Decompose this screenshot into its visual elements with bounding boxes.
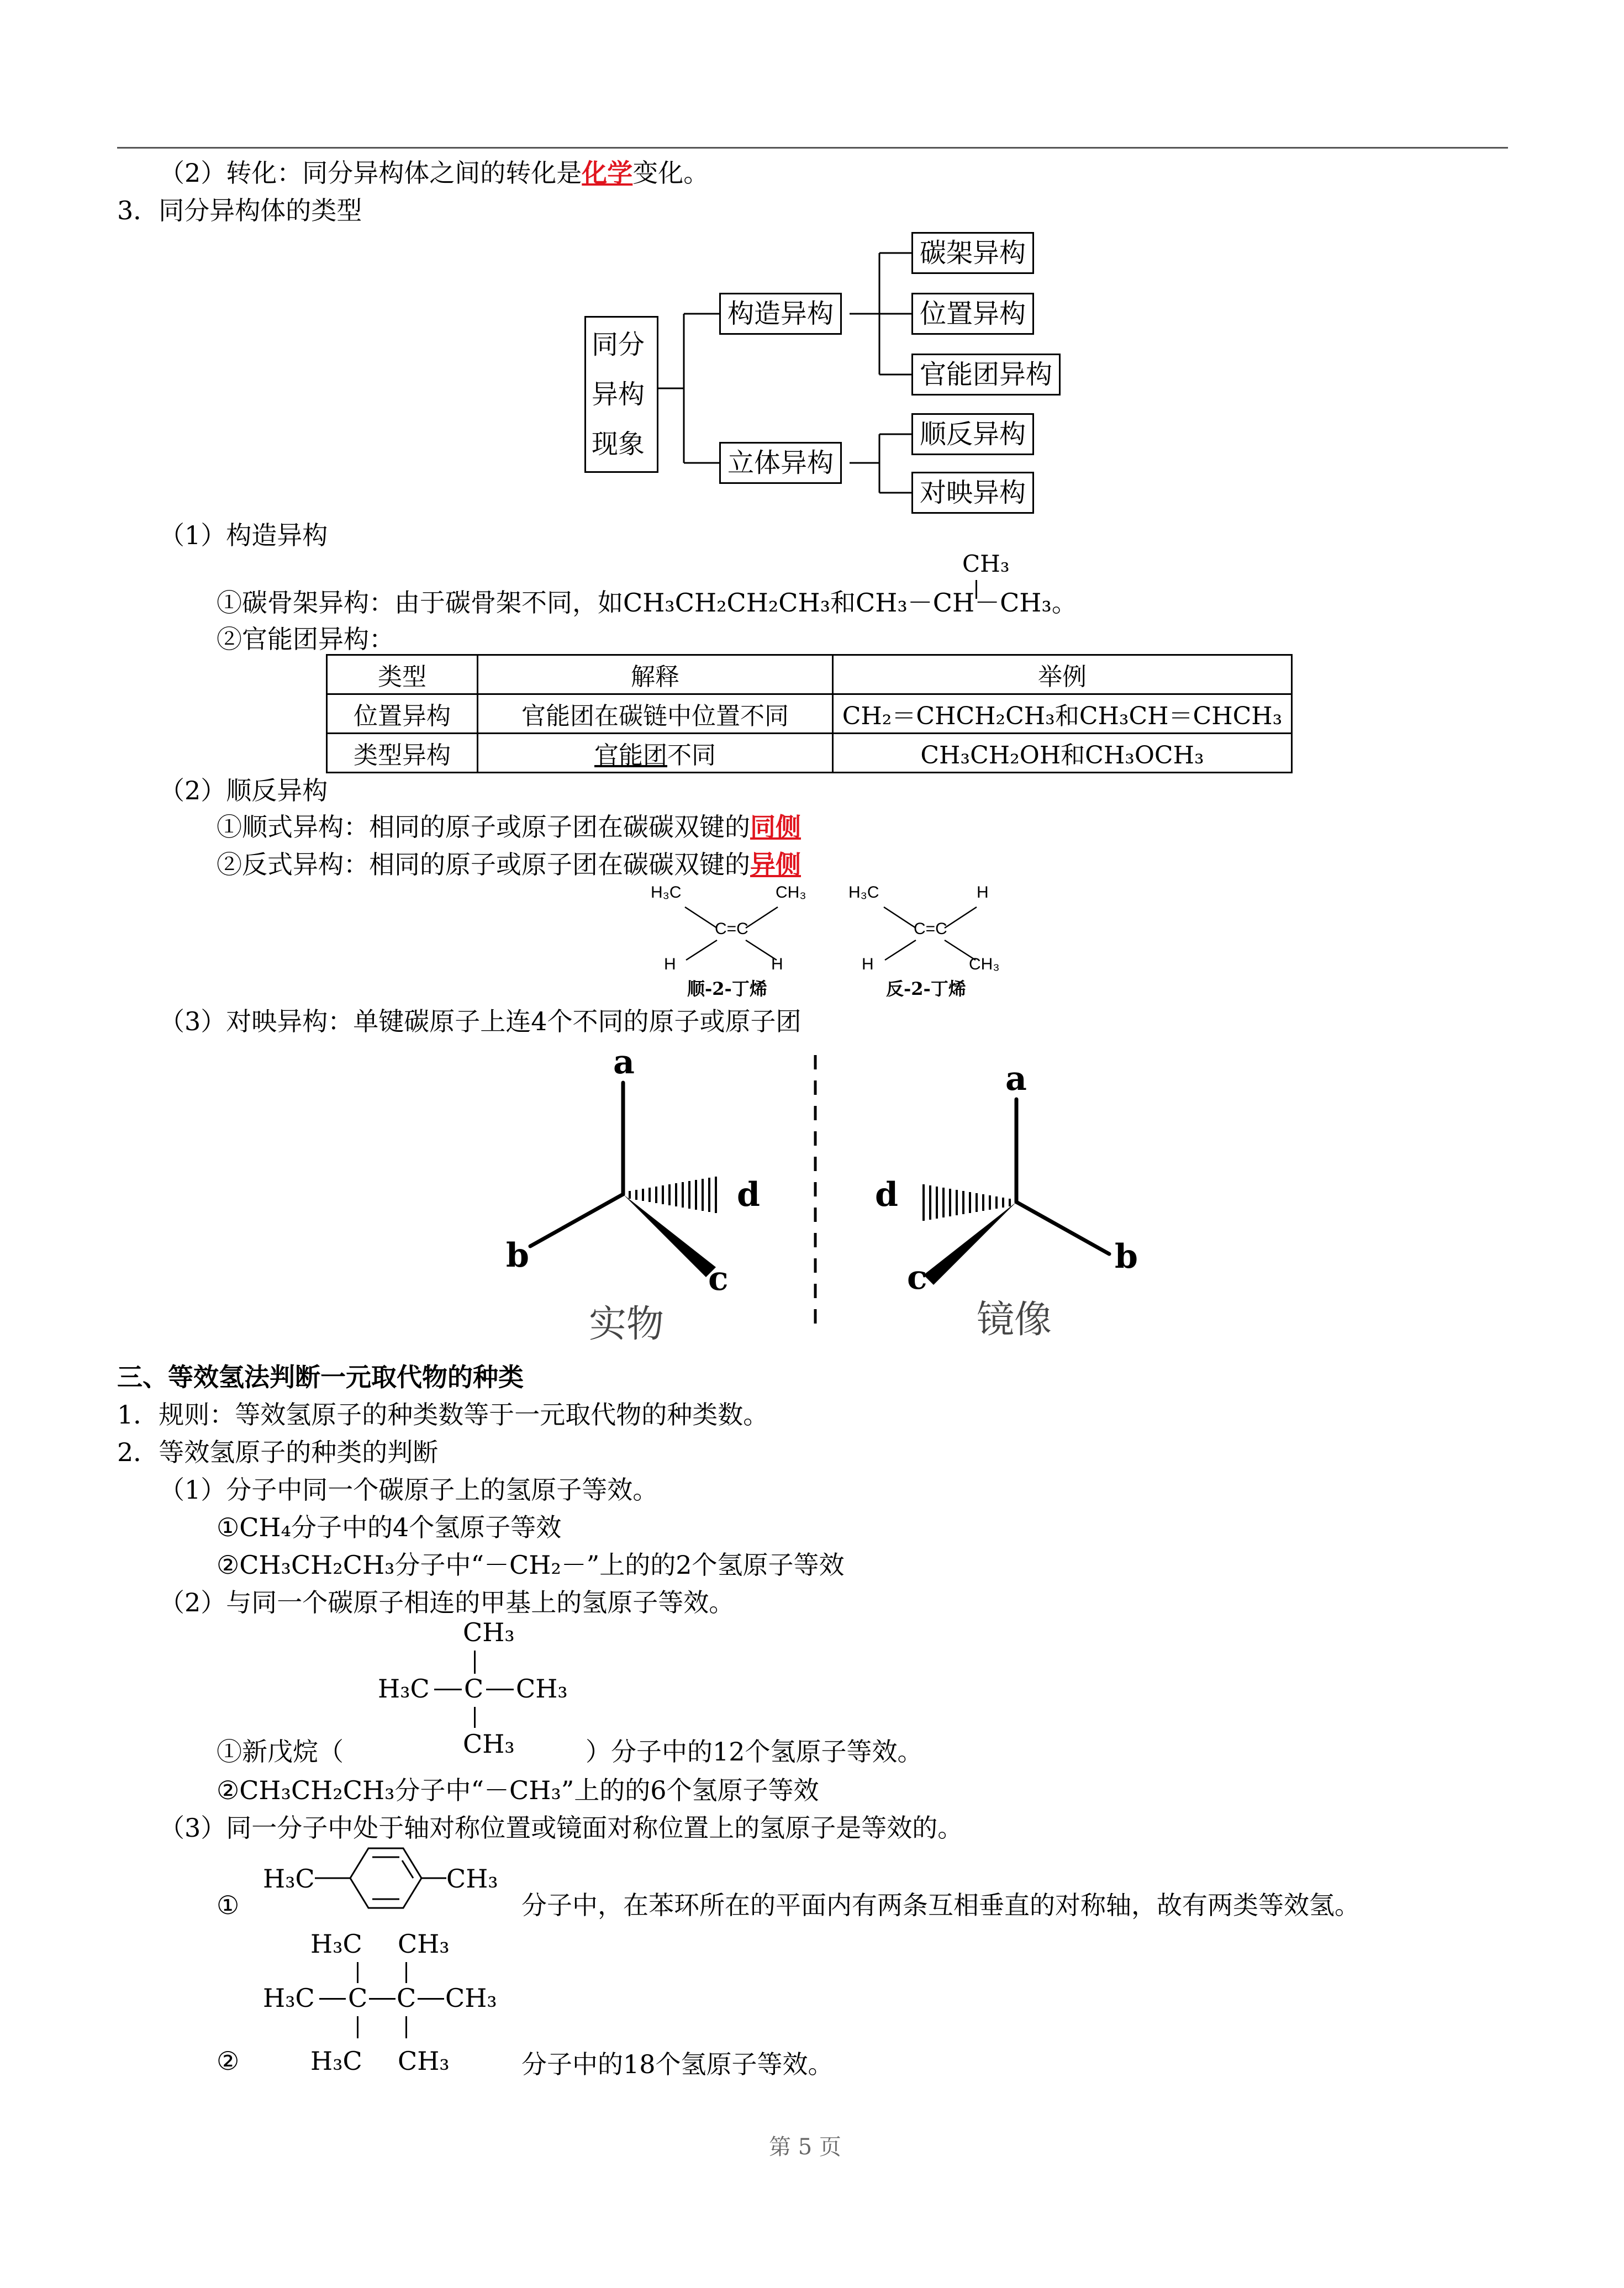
- hm-bond-bl: [357, 2016, 358, 2038]
- neo-bond-top: [474, 1651, 476, 1674]
- cis-name: 顺-2-丁烯: [687, 978, 767, 999]
- table-header-example: 举例: [833, 655, 1292, 694]
- trans-center: C=C: [914, 920, 947, 938]
- equiv-p1: （1）分子中同一个碳原子上的氢原子等效。: [159, 1475, 658, 1505]
- table-cell: 官能团不同: [478, 734, 833, 773]
- neo-top: CH₃: [463, 1617, 515, 1647]
- enantiomer-drawing: [0, 1038, 1624, 1359]
- hm-tr: CH₃: [398, 1929, 450, 1959]
- left-label-d: d: [737, 1175, 760, 1214]
- tree-branch-stereo: 立体异构: [719, 442, 842, 484]
- trans-br: CH₃: [969, 955, 1000, 973]
- equiv-section-title: 三、等效氢法判断一元取代物的种类: [117, 1362, 524, 1392]
- right-label-a: a: [1005, 1059, 1027, 1098]
- hm-mr: CH₃: [445, 1983, 497, 2013]
- neo-bond-left: [434, 1689, 462, 1690]
- isomer-table: [326, 654, 1293, 773]
- right-label-b: b: [1115, 1237, 1138, 1276]
- hm-c2: C: [397, 1983, 416, 2013]
- trans-prefix: ②反式异构：相同的原子或原子团在碳碳双键的: [217, 850, 750, 879]
- cis-tr: CH₃: [776, 883, 806, 902]
- hm-c1: C: [348, 1983, 368, 2013]
- underlined-term: 官能团: [594, 741, 667, 769]
- xylene-left: H₃C: [263, 1864, 315, 1894]
- page-number: 第 5 页: [769, 2134, 841, 2160]
- section3-title: 3．同分异构体的类型: [117, 196, 362, 225]
- table-row: [327, 694, 1292, 734]
- hm-tl: H₃C: [310, 1929, 362, 1959]
- neo-bottom: CH₃: [463, 1729, 515, 1759]
- trans-tl: H₃C: [848, 883, 879, 902]
- trans-bl: H: [862, 955, 874, 973]
- trans-line: [217, 847, 801, 882]
- right-caption: 镜像: [977, 1298, 1052, 1342]
- tree-root-line1: 同分: [592, 329, 645, 360]
- conversion-highlight: 化学: [582, 158, 633, 188]
- cis-prefix: ①顺式异构：相同的原子或原子团在碳碳双键的: [217, 812, 750, 842]
- neo-bond-bottom: [474, 1707, 476, 1728]
- trans-highlight: 异侧: [750, 850, 801, 879]
- hm-br: CH₃: [398, 2046, 450, 2076]
- trans-name: 反-2-丁烯: [886, 978, 966, 999]
- table-header-explain: 解释: [478, 655, 833, 694]
- equiv-p1a: ①CH₄分子中的4个氢原子等效: [217, 1512, 562, 1542]
- conversion-prefix: （2）转化：同分异构体之间的转化是: [159, 158, 582, 188]
- left-label-a: a: [613, 1043, 635, 1082]
- cistrans-title: （2）顺反异构: [159, 776, 328, 805]
- equiv-p3a-num: ①: [217, 1890, 240, 1920]
- neo-center: C: [464, 1674, 484, 1704]
- cis-line: [217, 810, 801, 844]
- carbon-skeleton-line: ①碳骨架异构：由于碳骨架不同，如CH₃CH₂CH₂CH₃和CH₃－CH－CH₃。: [217, 588, 1077, 618]
- functional-title: ②官能团异构：: [217, 624, 394, 654]
- cis-bl: H: [664, 955, 676, 973]
- tree-branch-structural: 构造异构: [719, 293, 842, 335]
- neo-right: CH₃: [516, 1674, 568, 1704]
- tree-root-line2: 异构: [592, 379, 645, 410]
- hm-bond-tl: [357, 1962, 358, 1983]
- left-label-b: b: [506, 1236, 529, 1275]
- neo-bond-right: [486, 1689, 514, 1690]
- branch-methyl: CH₃: [962, 550, 1010, 577]
- tree-leaf-functional: 官能团异构: [911, 354, 1061, 396]
- table-cell: CH₃CH₂OH和CH₃OCH₃: [833, 734, 1292, 773]
- equiv-p3b-num: ②: [217, 2046, 240, 2076]
- left-caption: 实物: [589, 1303, 665, 1346]
- equiv-p3: （3）同一分子中处于轴对称位置或镜面对称位置上的氢原子是等效的。: [159, 1813, 963, 1843]
- tree-root-line3: 现象: [592, 429, 645, 460]
- right-label-d: d: [875, 1175, 898, 1214]
- hm-bond-tr: [405, 1962, 407, 1983]
- table-cell: CH₂＝CHCH₂CH₃和CH₃CH＝CHCH₃: [833, 694, 1292, 734]
- tree-root: [584, 316, 658, 473]
- hm-bl: H₃C: [310, 2046, 362, 2076]
- equiv-p2b: ②CH₃CH₂CH₃分子中“－CH₃”上的的6个氢原子等效: [217, 1775, 819, 1805]
- structural-title: （1）构造异构: [159, 520, 328, 550]
- cis-highlight: 同侧: [750, 812, 801, 842]
- equiv-p3a-text: 分子中，在苯环所在的平面内有两条互相垂直的对称轴，故有两类等效氢。: [521, 1890, 1360, 1920]
- left-label-c: c: [708, 1259, 729, 1298]
- tree-leaf-position: 位置异构: [911, 293, 1034, 335]
- table-cell: 类型异构: [327, 734, 478, 773]
- tree-leaf-skeleton: 碳架异构: [911, 232, 1034, 274]
- equiv-p2a-suffix: ）分子中的12个氢原子等效。: [586, 1737, 923, 1767]
- table-header-row: [327, 655, 1292, 694]
- cis-tl: H₃C: [651, 883, 682, 902]
- benzene-ring: [315, 1845, 458, 1917]
- right-label-c: c: [907, 1258, 927, 1297]
- trans-tr: H: [977, 883, 989, 902]
- enantiomer-title: （3）对映异构：单键碳原子上连4个不同的原子或原子团: [159, 1006, 802, 1036]
- hm-bond-br: [405, 2016, 407, 2038]
- hm-ml: H₃C: [263, 1983, 315, 2013]
- table-header-type: 类型: [327, 655, 478, 694]
- table-cell: 官能团在碳链中位置不同: [478, 694, 833, 734]
- equiv-p3b-text: 分子中的18个氢原子等效。: [521, 2049, 834, 2079]
- neo-left: H₃C: [378, 1674, 430, 1704]
- cis-br: H: [771, 955, 783, 973]
- equiv-judge: 2．等效氢原子的种类的判断: [117, 1437, 439, 1467]
- hm-bond-mr: [418, 1998, 444, 2000]
- equiv-p1b: ②CH₃CH₂CH₃分子中“－CH₂－”上的的2个氢原子等效: [217, 1550, 845, 1580]
- table-row: [327, 734, 1292, 773]
- xylene-right: CH₃: [446, 1864, 498, 1894]
- equiv-p2a-prefix: ①新戊烷（: [217, 1737, 344, 1767]
- tree-leaf-enantiomer: 对映异构: [911, 472, 1034, 514]
- equiv-p2: （2）与同一个碳原子相连的甲基上的氢原子等效。: [159, 1588, 735, 1617]
- conversion-suffix: 变化。: [632, 158, 709, 188]
- cis-center: C=C: [715, 920, 748, 938]
- hm-bond-ml: [319, 1998, 346, 2000]
- table-cell: 位置异构: [327, 694, 478, 734]
- equiv-rule: 1．规则：等效氢原子的种类数等于一元取代物的种类数。: [117, 1400, 769, 1430]
- hm-bond-cc: [369, 1998, 396, 2000]
- tree-leaf-cistrans: 顺反异构: [911, 413, 1034, 455]
